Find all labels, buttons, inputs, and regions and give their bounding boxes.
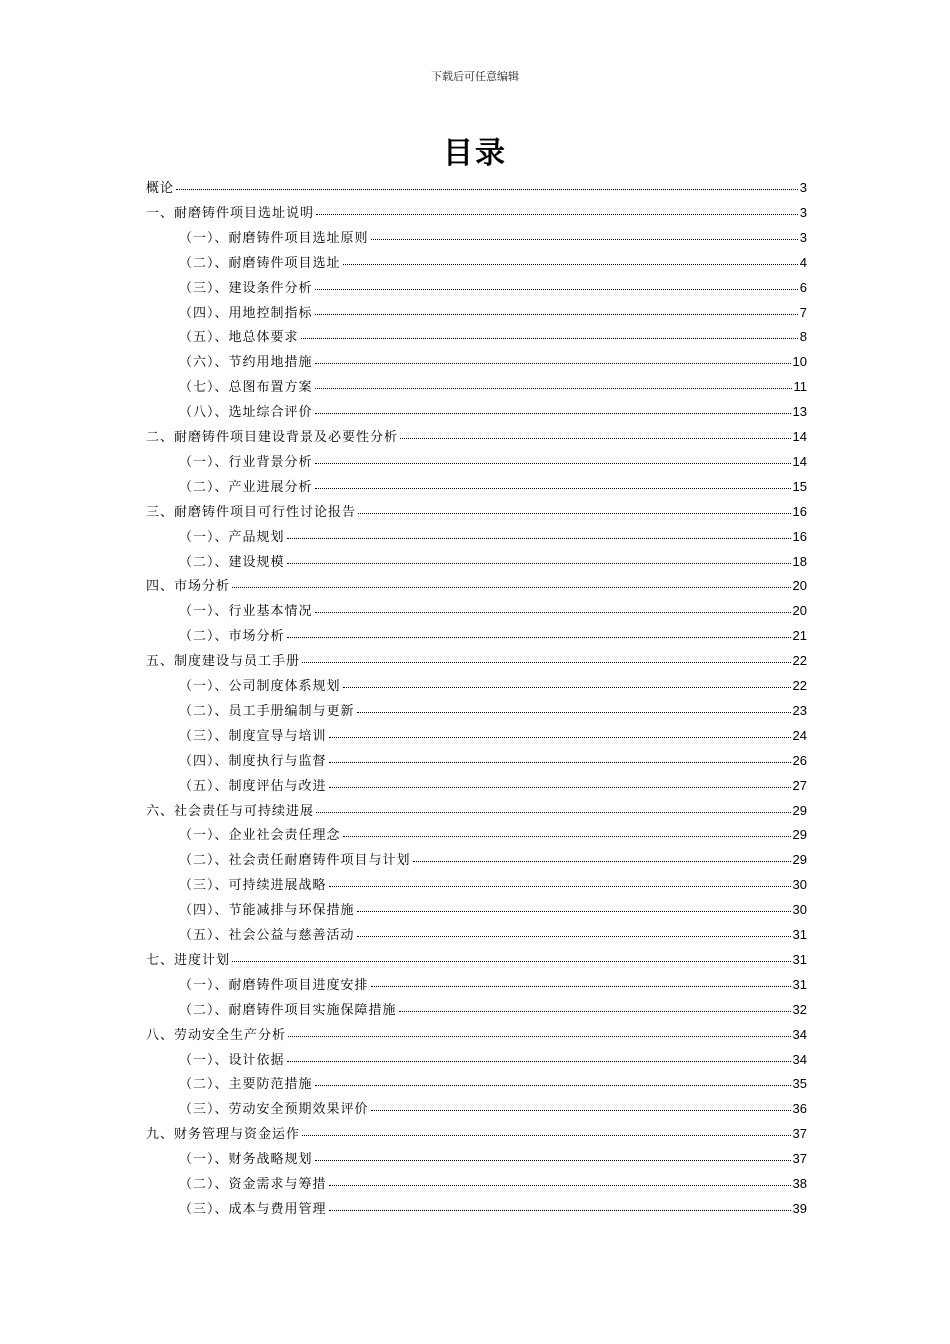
toc-entry-page: 14 xyxy=(792,429,807,444)
toc-dot-leader xyxy=(301,338,798,339)
toc-entry-title: （一）、企业社会责任理念 xyxy=(179,828,341,844)
toc-entry-title: （五）、制度评估与改进 xyxy=(179,778,327,794)
toc-entry-page: 37 xyxy=(792,1151,807,1167)
toc-entry-page: 35 xyxy=(792,1076,807,1092)
toc-entry-title: （二）、员工手册编制与更新 xyxy=(179,703,355,719)
toc-entry-page: 20 xyxy=(792,603,807,619)
toc-entry-title: （三）、建设条件分析 xyxy=(179,280,313,296)
toc-entry[interactable] xyxy=(146,798,807,823)
toc-entry-title: （四）、制度执行与监督 xyxy=(179,753,327,769)
toc-dot-leader xyxy=(371,1110,791,1111)
toc-entry-title: 二、耐磨铸件项目建设背景及必要性分析 xyxy=(146,430,399,445)
toc-entry-title: （一）、公司制度体系规划 xyxy=(179,679,341,694)
toc-entry-page: 10 xyxy=(792,354,807,370)
toc-dot-leader xyxy=(315,488,791,489)
toc-dot-leader xyxy=(315,314,798,315)
toc-dot-leader xyxy=(288,1036,791,1037)
toc-dot-leader xyxy=(315,463,791,464)
toc-entry-page: 23 xyxy=(792,702,807,718)
toc-entry-page: 14 xyxy=(792,453,807,469)
toc-entry[interactable] xyxy=(179,1096,807,1121)
toc-entry-page: 21 xyxy=(792,628,807,644)
toc-dot-leader xyxy=(302,662,791,663)
toc-entry-page: 15 xyxy=(792,478,807,494)
toc-entry-page: 34 xyxy=(792,1051,807,1067)
toc-entry[interactable] xyxy=(179,1146,807,1171)
toc-entry-page: 24 xyxy=(792,727,807,743)
toc-entry-page: 31 xyxy=(792,951,807,967)
toc-dot-leader xyxy=(357,936,791,937)
toc-entry[interactable] xyxy=(179,524,807,549)
toc-entry-title: （三）、可持续进展战略 xyxy=(179,878,327,894)
toc-dot-leader xyxy=(315,363,791,364)
toc-entry-page: 16 xyxy=(792,528,807,544)
toc-entry-title: （二）、建设规模 xyxy=(179,554,285,570)
toc-dot-leader xyxy=(316,214,798,215)
toc-entry[interactable] xyxy=(179,474,807,499)
toc-entry-page: 18 xyxy=(792,553,807,569)
toc-entry-page: 27 xyxy=(792,777,807,793)
toc-entry[interactable] xyxy=(179,698,807,723)
toc-entry-page: 7 xyxy=(799,304,807,320)
toc-entry-title: （七）、总图布置方案 xyxy=(179,380,313,396)
toc-entry[interactable] xyxy=(179,822,807,847)
toc-entry-page: 13 xyxy=(792,404,807,420)
toc-entry[interactable] xyxy=(146,424,807,449)
toc-entry-title: 九、财务管理与资金运作 xyxy=(146,1127,301,1143)
toc-dot-leader xyxy=(316,812,791,813)
toc-entry[interactable] xyxy=(146,573,807,598)
toc-entry-page: 29 xyxy=(792,802,807,818)
toc-entry[interactable] xyxy=(146,1121,807,1146)
toc-dot-leader xyxy=(315,1085,791,1086)
toc-entry-title: （二）、耐磨铸件项目实施保障措施 xyxy=(179,1002,397,1018)
toc-entry-page: 30 xyxy=(792,902,807,918)
toc-entry-title: 六、社会责任与可持续进展 xyxy=(146,803,315,819)
toc-dot-leader xyxy=(357,911,791,912)
toc-entry[interactable] xyxy=(179,349,807,374)
toc-entry-title: （一）、行业基本情况 xyxy=(179,604,313,620)
toc-entry-title: （一）、财务战略规划 xyxy=(179,1152,313,1168)
toc-entry[interactable] xyxy=(179,374,807,399)
toc-dot-leader xyxy=(371,239,798,240)
page-title: 目录 xyxy=(443,136,507,171)
toc-entry-page: 8 xyxy=(799,329,807,345)
toc-entry-title: 一、耐磨铸件项目选址说明 xyxy=(146,205,315,221)
toc-entry-page: 16 xyxy=(792,503,807,519)
toc-entry-title: 三、耐磨铸件项目可行性讨论报告 xyxy=(146,504,357,520)
toc-entry-title: （二）、产业进展分析 xyxy=(179,479,313,495)
toc-entry[interactable] xyxy=(146,648,807,673)
toc-dot-leader xyxy=(343,687,791,688)
toc-dot-leader xyxy=(287,637,791,638)
toc-entry-page: 4 xyxy=(799,254,807,270)
toc-entry[interactable] xyxy=(179,623,807,648)
toc-entry[interactable] xyxy=(179,1171,807,1196)
toc-entry[interactable] xyxy=(179,1071,807,1096)
toc-entry-page: 22 xyxy=(792,678,807,693)
toc-entry-title: 七、进度计划 xyxy=(146,952,231,968)
toc-dot-leader xyxy=(329,762,791,763)
toc-entry[interactable] xyxy=(179,872,807,897)
toc-entry-title: （三）、劳动安全预期效果评价 xyxy=(179,1102,369,1118)
toc-dot-leader xyxy=(329,1185,791,1186)
toc-dot-leader xyxy=(232,587,791,588)
toc-entry-title: 四、市场分析 xyxy=(146,579,231,595)
toc-entry[interactable] xyxy=(179,300,807,325)
toc-dot-leader xyxy=(400,438,791,439)
toc-dot-leader xyxy=(357,712,791,713)
toc-entry-page: 22 xyxy=(792,653,807,669)
toc-dot-leader xyxy=(287,563,791,564)
toc-entry-title: （四）、节能减排与环保措施 xyxy=(179,903,355,919)
toc-entry-page: 31 xyxy=(792,976,807,992)
toc-dot-leader xyxy=(287,1061,791,1062)
toc-entry[interactable] xyxy=(179,549,807,574)
toc-entry-page: 31 xyxy=(792,927,807,942)
toc-entry-title: （五）、地总体要求 xyxy=(179,330,299,346)
toc-entry[interactable] xyxy=(146,499,807,524)
toc-dot-leader xyxy=(371,986,791,987)
toc-entry-title: 概论 xyxy=(146,181,175,196)
toc-dot-leader xyxy=(329,886,791,887)
toc-entry[interactable] xyxy=(179,275,807,300)
toc-entry[interactable] xyxy=(179,847,807,872)
toc-entry-page: 6 xyxy=(799,279,807,295)
toc-dot-leader xyxy=(358,513,791,514)
toc-entry-page: 38 xyxy=(792,1176,807,1191)
toc-entry[interactable] xyxy=(146,175,807,200)
toc-entry-title: （一）、设计依据 xyxy=(179,1052,285,1068)
toc-entry[interactable] xyxy=(179,723,807,748)
toc-entry-page: 20 xyxy=(792,578,807,594)
toc-entry[interactable] xyxy=(146,1022,807,1047)
toc-entry[interactable] xyxy=(179,673,807,698)
toc-entry-title: （三）、制度宣导与培训 xyxy=(179,728,327,744)
page-header: 下载后可任意编辑 xyxy=(431,70,519,83)
toc-dot-leader xyxy=(315,1160,791,1161)
toc-entry-title: （八）、选址综合评价 xyxy=(179,405,313,421)
toc-entry[interactable] xyxy=(179,449,807,474)
toc-entry[interactable] xyxy=(146,947,807,972)
toc-entry[interactable] xyxy=(179,1196,807,1221)
toc-entry[interactable] xyxy=(179,250,807,275)
toc-dot-leader xyxy=(329,787,791,788)
toc-entry-title: （一）、耐磨铸件项目进度安排 xyxy=(179,977,369,993)
toc-entry[interactable] xyxy=(179,1047,807,1072)
toc-dot-leader xyxy=(287,538,791,539)
toc-dot-leader xyxy=(315,612,791,613)
toc-dot-leader xyxy=(343,836,791,837)
toc-entry-page: 3 xyxy=(799,204,807,220)
toc-dot-leader xyxy=(315,388,792,389)
toc-entry[interactable] xyxy=(179,324,807,349)
toc-entry[interactable] xyxy=(179,399,807,424)
toc-dot-leader xyxy=(329,1210,791,1211)
toc-entry-title: （一）、行业背景分析 xyxy=(179,454,313,470)
toc-entry-page: 26 xyxy=(792,752,807,768)
toc-entry-title: （三）、成本与费用管理 xyxy=(179,1201,327,1217)
toc-dot-leader xyxy=(399,1011,791,1012)
toc-dot-leader xyxy=(232,961,791,962)
toc-entry-page: 34 xyxy=(792,1026,807,1042)
toc-entry-page: 30 xyxy=(792,877,807,893)
toc-dot-leader xyxy=(315,289,798,290)
toc-entry-title: （四）、用地控制指标 xyxy=(179,305,313,321)
toc-entry-title: （六）、节约用地措施 xyxy=(179,355,313,371)
toc-entry-page: 36 xyxy=(792,1101,807,1117)
toc-entry-title: 五、制度建设与员工手册 xyxy=(146,654,301,670)
toc-entry[interactable] xyxy=(179,972,807,997)
toc-entry[interactable] xyxy=(179,225,807,250)
toc-entry[interactable] xyxy=(179,773,807,798)
toc-entry-title: （二）、社会责任耐磨铸件项目与计划 xyxy=(179,853,411,869)
toc-entry-page: 3 xyxy=(799,180,807,195)
toc-dot-leader xyxy=(329,737,791,738)
toc-entry[interactable] xyxy=(179,897,807,922)
toc-entry-title: （二）、耐磨铸件项目选址 xyxy=(179,255,341,271)
toc-entry-page: 11 xyxy=(793,379,807,395)
toc-entry-page: 37 xyxy=(792,1126,807,1142)
toc-entry-title: （一）、产品规划 xyxy=(179,529,285,545)
toc-dot-leader xyxy=(343,264,798,265)
toc-entry-title: （二）、市场分析 xyxy=(179,629,285,645)
toc-entry-page: 39 xyxy=(792,1200,807,1216)
toc-entry[interactable] xyxy=(179,997,807,1022)
toc-entry-title: （一）、耐磨铸件项目选址原则 xyxy=(179,230,369,246)
toc-entry-title: （五）、社会公益与慈善活动 xyxy=(179,928,355,943)
toc-entry-title: （二）、资金需求与筹措 xyxy=(179,1177,327,1192)
toc-entry-title: （二）、主要防范措施 xyxy=(179,1077,313,1093)
toc-entry-title: 八、劳动安全生产分析 xyxy=(146,1027,287,1043)
toc-entry[interactable] xyxy=(179,922,807,947)
toc-dot-leader xyxy=(302,1135,791,1136)
toc-entry[interactable] xyxy=(179,598,807,623)
toc-entry-page: 29 xyxy=(792,827,807,843)
toc-dot-leader xyxy=(413,861,791,862)
toc-entry[interactable] xyxy=(179,748,807,773)
toc-entry-page: 29 xyxy=(792,852,807,868)
toc-dot-leader xyxy=(315,413,791,414)
toc-dot-leader xyxy=(176,189,798,190)
toc-entry[interactable] xyxy=(146,200,807,225)
toc-entry-page: 3 xyxy=(799,229,807,245)
toc-entry-page: 32 xyxy=(792,1001,807,1017)
